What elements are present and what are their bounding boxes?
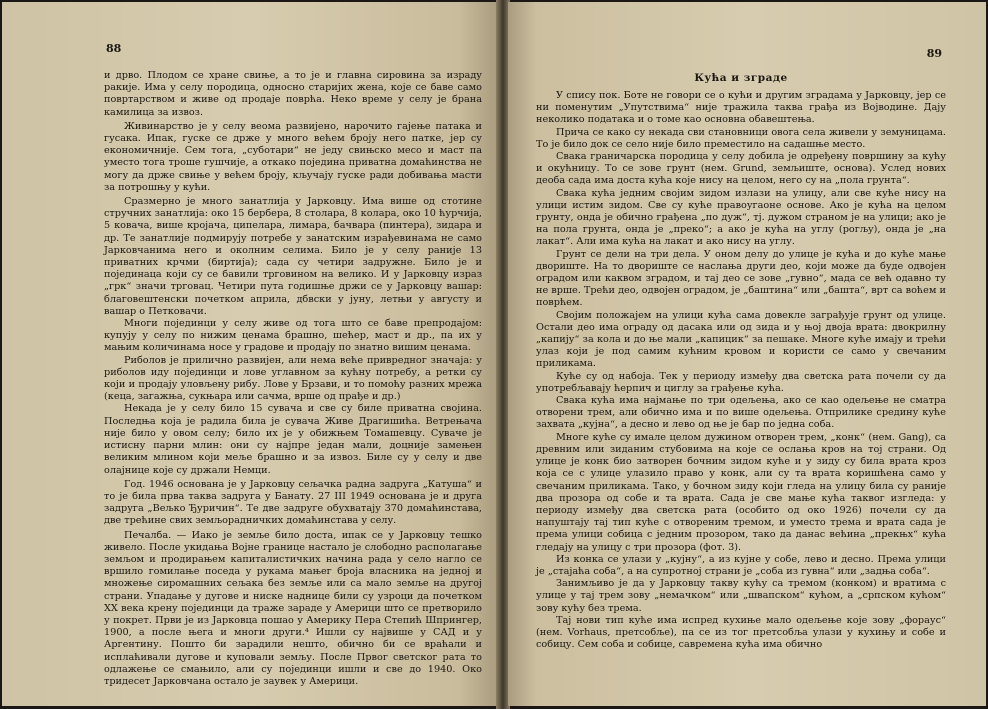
paragraph: Свака кућа једним својим зидом излази на улицу, али све куће нису на улици истим зидом. Све су куће правоугаоне основе. Ако је кућа на целом грунту, онда је обично грађена „по дуж“, тј. дужом страном је на улици; ако је на пола грунта, онда је „преко“; а ако је кућа на углу (рогљу), онда је „на лакат“. Али има кућа на лакат и ако нису на углу.	[536, 187, 946, 248]
page-number: 88	[106, 42, 122, 55]
paragraph: Многе куће су имале целом дужином отворен трем, „конк“ (нем. Gang), са древним или зиданим стубовима на које се ослања кров на тој страни. Од улице је конк био затворен бочним зидом куће и у зиду су била врата кроз која се с улице улазило право у конк, али су та врата коришћена само у свечаним приликама. Тако, у бочном зиду који гледа на улицу била су раније два прозора од собе и та врата. Сада је све мање кућа таквог изгледа: у периоду између два светска рата (особито од око 1926) почели су да напуштају тај тип куће с отвореним тремом, и уместо трема и врата сада је према улици собица с једним прозором, тако да данас већина „прекњх“ кућа гледају на улицу с три прозора (фот. 3).	[536, 431, 946, 553]
paragraph: Сразмерно је много занатлија у Јарковцу. Има више од стотине стручних занатлија: око 15 бербера, 8 столара, 8 колара, око 10 ћурчија, 5 ковача, више кројача, ципелара, лимара, бачвара (пинтера), зидара и др. Те занатлије подмирују потребе у занатским израђевинама не само Јарковчанима него и околним селима. Било је у селу раније 13 приватних крчми (биртија); сада су четири задружне. Било је и појединаца који су се бавили трговином на велико. И у Јарковцу израз „грк“ значи трговац. Четири пута годишње држи се у Јарковцу вашар: благовештенски почетком априла, дбвски у јуну, летњи у августу и вашар о Петковачи.	[104, 196, 482, 317]
paragraph: Печалба. — Иако је земље било доста, ипак се у Јарковцу тешко живело. После укидања Војне границе настало је слободно располагање земљом и продирањем капиталистичких начина рада у село нагло се вршило гомилање поседа у рукама мањег броја власника на једној и множење сиромашних сељака без земље или са мало земље на другој страни. Упадање у дугове и ниске наднице били су узроци да почетком XX века крену појединци да траже зараде у Америци што се претворило у покрет. Први је из Јарковца пошао у Америку Пера Степић Шпрингер, 1900, а после њега и многи други.⁴ Ишли су највише у САД и у Аргентину. Пошто би зарадили нешто, обично би се враћали и исплаћивали дугове и куповали земљу. После Првог светског рата то одлажење се смањило, али су појединци ишли и све до 1940. Око тридесет Јарковчана остало је заувек у Америци.	[104, 529, 482, 687]
paragraph: Многи појединци у селу живе од тога што се баве препродајом: купују у селу по нижим ценама брашно, шећер, маст и др., па их у мањим количинама носе у градове и продају по знатно вишим ценама.	[104, 318, 482, 354]
paragraph: Живинарство је у селу веома развијено, нарочито гајење патака и гусака. Ипак, гуске се држе у много већем броју него патке, јер су економичније. Сем тога, „суботари“ не једу свињско месо и маст па уместо тога троше гушчије, а откако поједина приватна домаћинства не могу да држе свиње у већем броју, кључају гуске ради добивања масти за потрошњу у кући.	[104, 120, 482, 193]
left-page-text	[104, 70, 482, 688]
paragraph: Куће су од набоја. Тек у периоду између два светска рата почели су да употребљавају ћерпич и циглу за грађење кућа.	[536, 370, 946, 394]
right-page	[508, 2, 986, 706]
paragraph: Прича се како су некада сви становници овога села живели у земуницама. То је било док се село није било преместило на садашње место.	[536, 126, 946, 150]
paragraph: Занимљиво је да у Јарковцу такву кућу са тремом (конком) и вратима с улице у тај трем зову „немачком“ или „швапском“ кућом, а „српском кућом“ зову кућу без трема.	[536, 578, 946, 614]
paragraph: Год. 1946 основана је у Јарковцу сељачка радна задруга „Катуша“ и то је била прва таква задруга у Банату. 27 III 1949 основана је и друга задруга „Вељко Ђуричин“. Те две задруге обухватају 370 домаћинстава, две трећине свих земљорадничких домаћинстава у селу.	[104, 478, 482, 527]
paragraph: Тај нови тип куће има испред кухиње мало одељење које зову „фораус“ (нем. Vorhaus, претсобље), па се из тог претсобља улази у кухињу и собе и собицу. Сем соба и собице, савремена кућа има обично	[536, 614, 946, 651]
paragraph: Риболов је прилично развијен, али нема веће привредног значаја: у риболов иду појединци и лове углавном за кућну потребу, а ретки су који и продају уловљену рибу. Лове у Брзави, и то помоћу разних мрежа (кеца, загажња, сукњара или сачма, врше од прађе и др.)	[104, 354, 482, 403]
paragraph: Из конка се улази у „кујну“, а из кујне у собе, лево и десно. Према улици је „стајаћа соба“, а на супротној страни је „соба из гувна“ или „задња соба“.	[536, 553, 946, 577]
left-page	[2, 2, 498, 706]
paragraph: У спису пок. Боте не говори се о кући и другим зградама у Јарковцу, јер се ни поменутим „Упутствима“ није тражила таква грађа из Војводине. Дају неколико података и о томе као основна обавештења.	[536, 90, 946, 126]
paragraph: Својим положајем на улици кућа сама довекле заграђује грунт од улице. Остали део има ограду од дасака или од зида и у њој двоја врата: двокрилну „капију“ за кола и до ње мали „капицик“ за пешаке. Многе куће имају и трећи улаз који је под самим кућним кровом и користи се само у свечаним приликама.	[536, 309, 946, 370]
section-heading: Кућа и зграде	[694, 72, 788, 84]
right-page-text	[536, 90, 946, 651]
page-number: 89	[926, 47, 942, 60]
paragraph: Некада је у селу било 15 сувача и све су биле приватна својина. Последња која је радила била је сувача Живе Драгишића. Ветрењача није било у овом селу; било их је у обижњем Томашевцу. Суваче је истисну парни млин: они су најпре један мали, доцније замењен великим млином који меље брашно и за извоз. Биле су у селу и две олајнице које су држали Немци.	[104, 403, 482, 476]
paragraph: Грунт се дели на три дела. У оном делу до улице је кућа и до куће мање двориште. На то двориште се наслања други део, који може да буде одвојен оградом или каквом зградом, и тај део се зове „гувно“, мада се већ одавно ту не врше. Трећи део, одвојен оградом, је „баштина“ или „башта“, врт са воћем и поврћем.	[536, 248, 946, 309]
paragraph: и дрво. Плодом се хране свиње, а то је и главна сировина за израду ракије. Има у селу породица, односно старијих жена, које се баве само повртарством и живе од продаје поврћа. Неко време у селу је брана камилица за извоз.	[104, 70, 482, 118]
paragraph: Свака граничарска породица у селу добила је одређену површину за кућу и окућницу. То се зове грунт (нем. Grund, земљиште, основа). Услед нових деоба сада има доста кућа које нису на целом, него су на „пола грунта“.	[536, 151, 946, 187]
paragraph: Свака кућа има најмање по три одељења, ако се као одељење не сматра отворени трем, али обично има и по више одељења. Отприлике средину куће захвата „кујна“, а десно и лево од ње је бар по једна соба.	[536, 395, 946, 431]
